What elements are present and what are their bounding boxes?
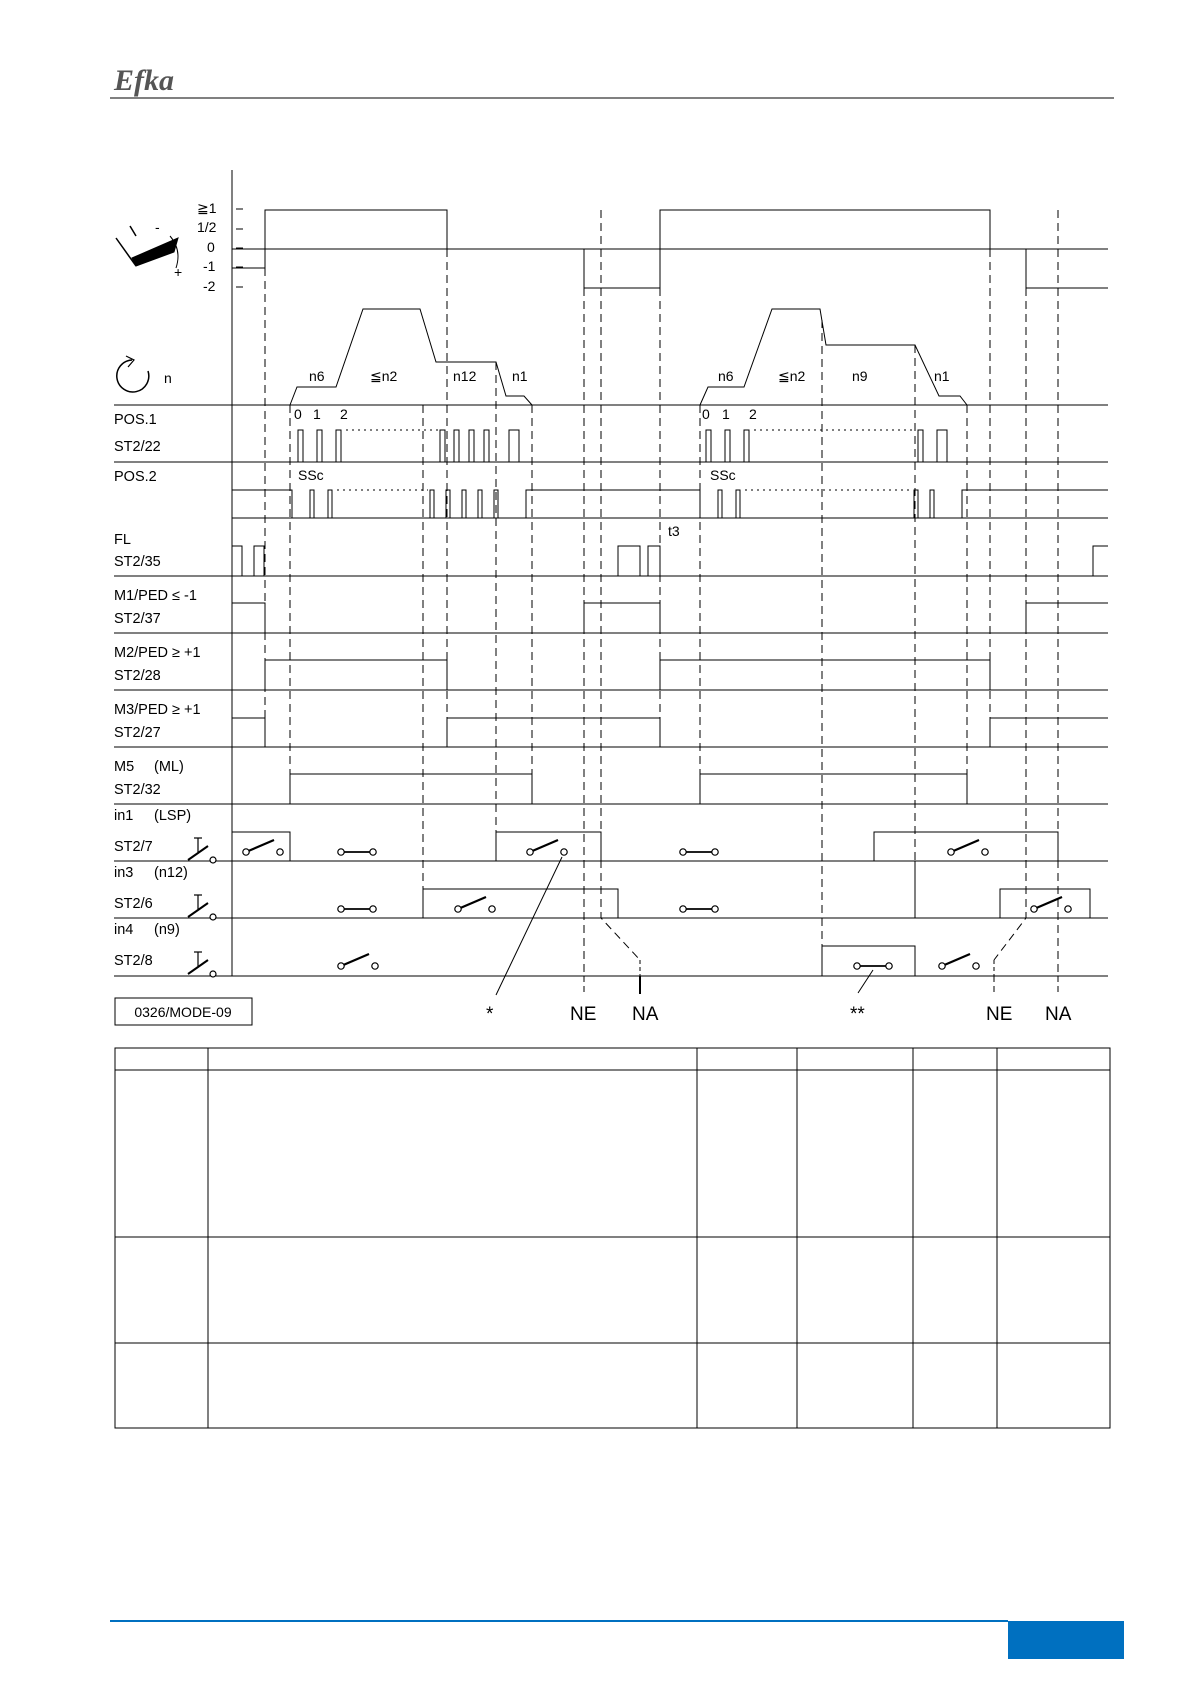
speed-label: ≦n2 xyxy=(778,368,806,384)
mode-box-label: 0326/MODE-09 xyxy=(134,1004,232,1020)
pedal-level-label: 0 xyxy=(207,239,215,255)
pos-count-labels xyxy=(294,406,757,422)
in3-signal-trace xyxy=(423,889,1090,918)
signal-pin: ST2/7 xyxy=(114,839,153,855)
signal-pin: ST2/6 xyxy=(114,896,153,912)
signal-extra: (ML) xyxy=(154,759,184,775)
switch-open-icon xyxy=(455,897,495,912)
signal-name: M5 xyxy=(114,759,135,775)
pedal-level-labels xyxy=(197,200,217,294)
ne-mark: NE xyxy=(986,1004,1013,1025)
na-mark: NA xyxy=(1045,1004,1072,1025)
m1-signal-trace xyxy=(232,603,1108,633)
signal-extra: (LSP) xyxy=(154,808,192,824)
signal-extra: (n12) xyxy=(154,865,188,881)
signal-name: FL xyxy=(114,532,131,548)
speed-label: ≦n2 xyxy=(370,368,398,384)
pedal-level-label: -1 xyxy=(203,258,216,274)
signal-name: M3/PED ≥ +1 xyxy=(114,702,201,718)
input-switch-symbol-icon xyxy=(188,838,216,863)
brand-logo: Efka xyxy=(114,64,174,97)
ssc-label: SSc xyxy=(298,467,324,483)
switch-open-icon xyxy=(1031,897,1071,912)
speed-label: n1 xyxy=(512,368,528,384)
signal-pin: ST2/37 xyxy=(114,611,161,627)
parameter-table xyxy=(115,1048,1110,1428)
input-switch-symbol-icon xyxy=(188,895,216,920)
ssc-label: SSc xyxy=(710,467,736,483)
speed-label: n12 xyxy=(453,368,477,384)
pos-count-label: 2 xyxy=(749,406,757,422)
in4-signal-trace xyxy=(822,946,915,976)
signal-pin: ST2/22 xyxy=(114,439,161,455)
note-leader-line xyxy=(858,970,873,993)
speed-profile-trace xyxy=(700,309,967,405)
na-mark: NA xyxy=(632,1004,659,1025)
m2-signal-trace xyxy=(232,660,1108,690)
signal-name: in4 xyxy=(114,922,134,938)
t3-label: t3 xyxy=(668,523,680,539)
pedal-icon xyxy=(116,226,178,268)
switch-closed-icon xyxy=(854,963,892,969)
switch-closed-icon xyxy=(680,906,718,912)
m5-signal-trace xyxy=(290,774,967,804)
fl-signal-trace xyxy=(232,546,1108,576)
speed-label: n6 xyxy=(718,368,734,384)
note-mark: * xyxy=(486,1004,494,1025)
note-mark: ** xyxy=(850,1004,865,1025)
pos1-pulse-train xyxy=(298,430,947,462)
motor-speed-icon xyxy=(117,356,149,392)
pos-count-label: 1 xyxy=(313,406,321,422)
speed-labels xyxy=(309,368,950,384)
bottom-marks xyxy=(486,1004,1072,1025)
pos-count-label: 2 xyxy=(340,406,348,422)
note-leader-line xyxy=(496,857,562,995)
signal-pin: ST2/32 xyxy=(114,782,161,798)
signal-extra: (n9) xyxy=(154,922,180,938)
pedal-plus-label: + xyxy=(174,264,183,280)
signal-name: M2/PED ≥ +1 xyxy=(114,645,201,661)
signal-pin: ST2/28 xyxy=(114,668,161,684)
switch-open-icon xyxy=(338,954,378,969)
m3-signal-trace xyxy=(232,718,1108,747)
speed-label: n6 xyxy=(309,368,325,384)
switch-open-icon xyxy=(939,954,979,969)
pedal-level-label: ≧1 xyxy=(197,200,217,216)
switch-open-icon xyxy=(948,840,988,855)
pedal-level-label: 1/2 xyxy=(197,219,217,235)
switch-open-icon xyxy=(527,840,567,855)
switch-closed-icon xyxy=(680,849,718,855)
ne-mark: NE xyxy=(570,1004,597,1025)
diagram-frame xyxy=(114,170,1108,976)
switch-closed-icon xyxy=(338,849,376,855)
speed-label: n9 xyxy=(852,368,868,384)
input-switch-symbol-icon xyxy=(188,952,216,977)
signal-name: in3 xyxy=(114,865,134,881)
pedal-minus-label: - xyxy=(155,219,160,235)
pos-count-label: 0 xyxy=(294,406,302,422)
signal-pin: ST2/35 xyxy=(114,554,161,570)
switch-closed-icon xyxy=(338,906,376,912)
in1-signal-trace xyxy=(232,832,1058,861)
pos2-pulse-train xyxy=(232,490,1108,518)
pedal-level-label: -2 xyxy=(203,278,216,294)
signal-name: M1/PED ≤ -1 xyxy=(114,588,197,604)
signal-pin: ST2/8 xyxy=(114,953,153,969)
speed-label: n1 xyxy=(934,368,950,384)
speed-axis-symbol: n xyxy=(164,370,172,386)
switch-open-icon xyxy=(243,840,283,855)
signal-name: POS.2 xyxy=(114,469,157,485)
pos-count-label: 1 xyxy=(722,406,730,422)
signal-pin: ST2/27 xyxy=(114,725,161,741)
page-number-tab xyxy=(1008,1621,1124,1659)
pos-count-label: 0 xyxy=(702,406,710,422)
signal-name: in1 xyxy=(114,808,134,824)
signal-name: POS.1 xyxy=(114,412,157,428)
